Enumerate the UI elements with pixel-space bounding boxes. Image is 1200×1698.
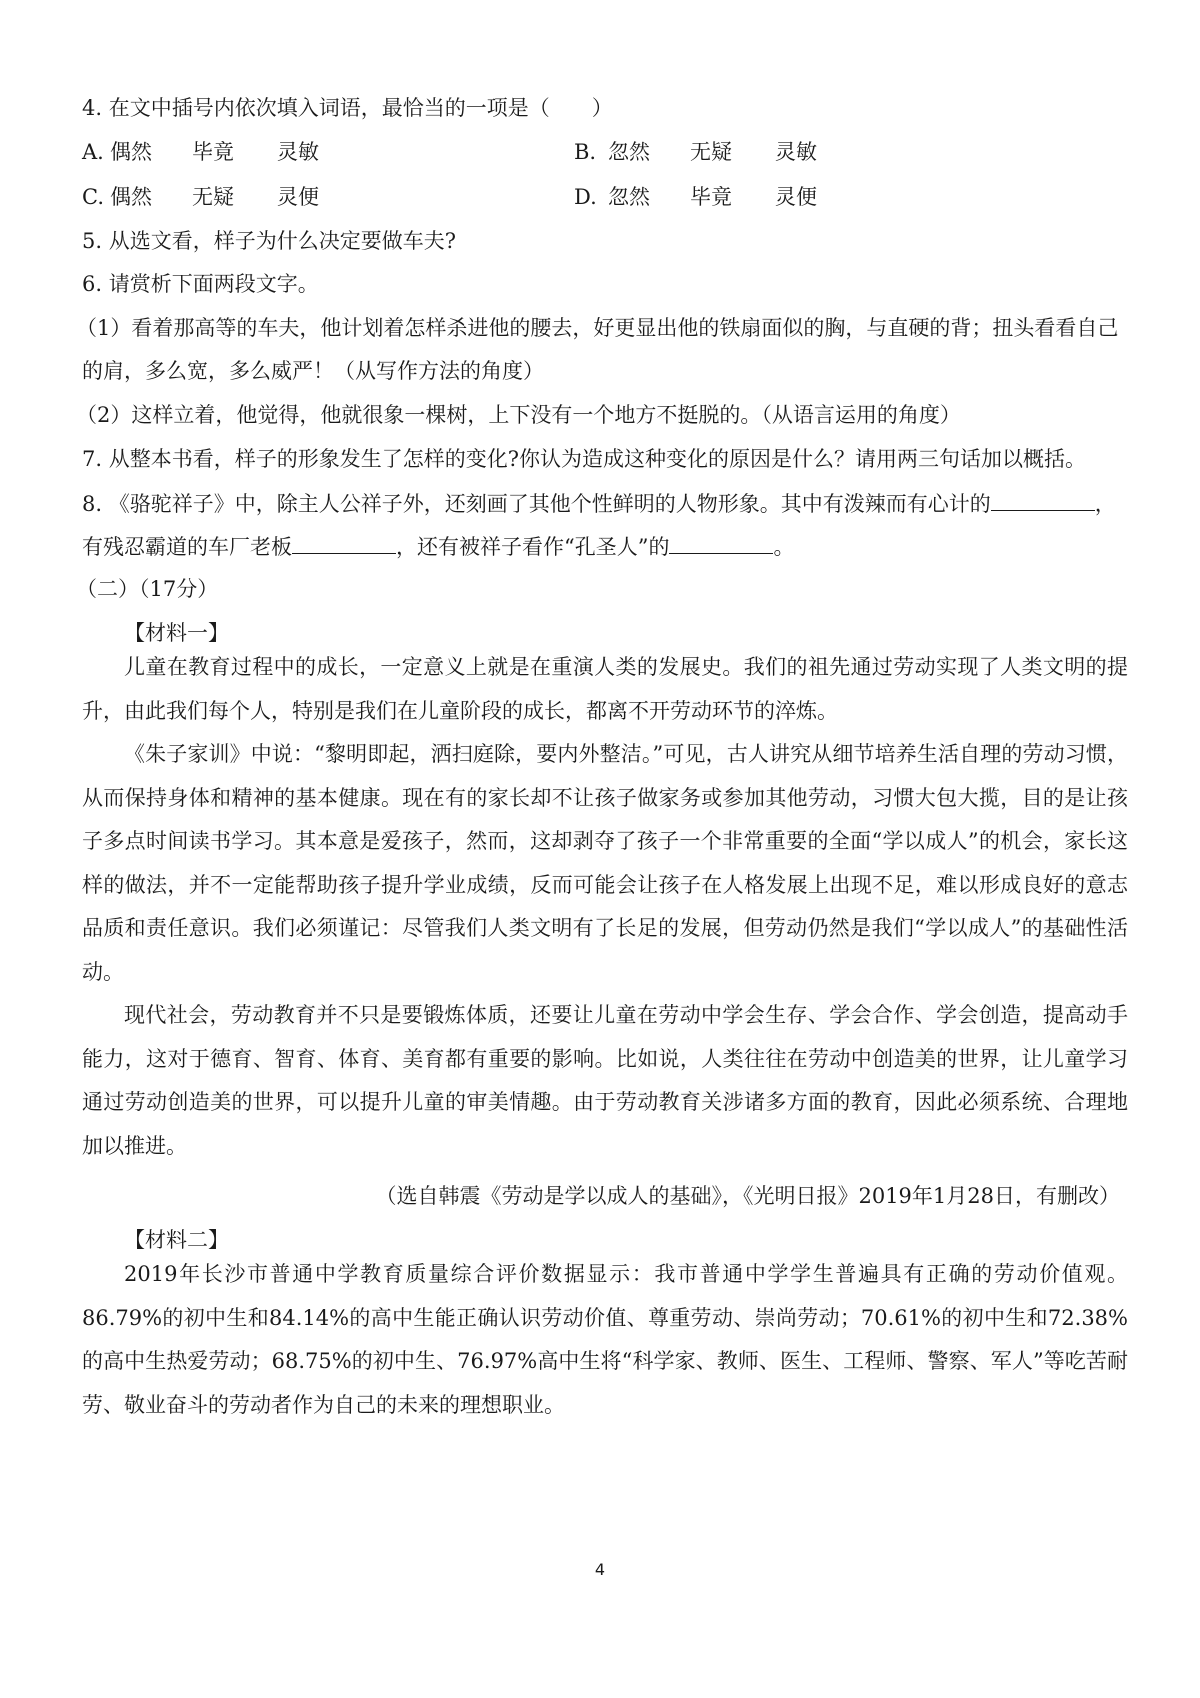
question-6-stem: 6. 请赏析下面两段文字。 <box>82 272 319 296</box>
question-6-sub1-line1: （1）看着那高等的车夫，他计划着怎样杀进他的腰去，好更显出他的铁扇面似的胸，与直硬的背；扭头看看自己 <box>76 316 1119 340</box>
question-6-sub1-line2: 的肩，多么宽，多么威严！（从写作方法的角度） <box>82 359 544 383</box>
answer-blank[interactable] <box>669 531 773 554</box>
material-1-title: 【材料一】 <box>124 621 229 645</box>
question-8-text: 。 <box>773 535 795 559</box>
question-8-text: ，还有被祥子看作“孔圣人”的 <box>396 535 670 559</box>
option-word: 毕竟 <box>192 140 234 164</box>
option-word: 忽然 <box>608 185 650 209</box>
material-2-title: 【材料二】 <box>124 1228 229 1252</box>
option-word: 无疑 <box>690 140 732 164</box>
option-letter: C. <box>82 185 104 209</box>
material-1-paragraph-2: 《朱子家训》中说：“黎明即起，洒扫庭除，要内外整洁。”可见，古人讲究从细节培养生活自理的劳动习惯，从而保持身体和精神的基本健康。现在有的家长却不让孩子做家务或参加其他劳动，习惯大包大揽，目的是让孩子多点时间读书学习。其本意是爱孩子，然而，这却剥夺了孩子一个非常重要的全面“学以成人”的机会，家长这样的做法，并不一定能帮助孩子提升学业成绩，反而可能会让孩子在人格发展上出现不足，难以形成良好的意志品质和责任意识。我们必须谨记：尽管我们人类文明有了长足的发展，但劳动仍然是我们“学以成人”的基础性活动。 <box>82 742 1128 984</box>
question-4-stem: 4. 在文中插号内依次填入词语，最恰当的一项是（ ） <box>82 96 613 120</box>
option-word: 灵便 <box>277 185 319 209</box>
option-word: 毕竟 <box>690 185 732 209</box>
option-word: 忽然 <box>608 140 650 164</box>
question-6-sub2: （2）这样立着，他觉得，他就很象一棵树，上下没有一个地方不挺脱的。（从语言运用的角度） <box>76 403 961 427</box>
question-7: 7. 从整本书看，样子的形象发生了怎样的变化?你认为造成这种变化的原因是什么？请用两三句话加以概括。 <box>82 447 1086 471</box>
question-8-line2 <box>82 531 794 562</box>
option-word: 灵敏 <box>277 140 319 164</box>
material-1-paragraph-3: 现代社会，劳动教育并不只是要锻炼体质，还要让儿童在劳动中学会生存、学会合作、学会创造，提高动手能力，这对于德育、智育、体育、美育都有重要的影响。比如说，人类往往在劳动中创造美的世界，让儿童学习通过劳动创造美的世界，可以提升儿童的审美情趣。由于劳动教育关涉诸多方面的教育，因此必须系统、合理地加以推进。 <box>82 1003 1128 1158</box>
question-4-option-d <box>574 182 817 212</box>
answer-blank[interactable] <box>292 531 396 554</box>
material-1-source: （选自韩震《劳动是学以成人的基础》，《光明日报》2019年1月28日，有删改） <box>375 1184 1120 1208</box>
answer-blank[interactable] <box>991 488 1095 511</box>
option-letter: B. <box>574 140 597 164</box>
page-number: 4 <box>594 1560 606 1579</box>
option-letter: A. <box>82 140 104 164</box>
question-8-text: 有残忍霸道的车厂老板 <box>82 535 292 559</box>
question-4-option-b <box>574 137 817 167</box>
section-2-heading: （二）（17分） <box>76 577 219 601</box>
option-word: 偶然 <box>110 140 152 164</box>
option-letter: D. <box>574 185 597 209</box>
question-8-line1 <box>82 488 1116 519</box>
question-4-option-a <box>82 137 319 167</box>
option-word: 偶然 <box>110 185 152 209</box>
question-8-text: 8. 《骆驼祥子》中，除主人公祥子外，还刻画了其他个性鲜明的人物形象。其中有泼辣而有心计的 <box>82 492 991 516</box>
material-2-paragraph-1: 2019年长沙市普通中学教育质量综合评价数据显示：我市普通中学学生普遍具有正确的劳动价值观。86.79%的初中生和84.14%的高中生能正确认识劳动价值、尊重劳动、崇尚劳动；70.61%的初中生和72.38%的高中生热爱劳动；68.75%的初中生、76.97%高中生将“科学家、教师、医生、工程师、警察、军人”等吃苦耐劳、敬业奋斗的劳动者作为自己的未来的理想职业。 <box>82 1262 1128 1417</box>
option-word: 灵敏 <box>775 140 817 164</box>
question-4-option-c <box>82 182 319 212</box>
question-8-text: ， <box>1094 492 1116 516</box>
option-word: 无疑 <box>192 185 234 209</box>
question-5: 5. 从选文看，样子为什么决定要做车夫? <box>82 229 456 253</box>
material-1-paragraph-1: 儿童在教育过程中的成长，一定意义上就是在重演人类的发展史。我们的祖先通过劳动实现了人类文明的提升，由此我们每个人，特别是我们在儿童阶段的成长，都离不开劳动环节的淬炼。 <box>82 655 1128 723</box>
option-word: 灵便 <box>775 185 817 209</box>
